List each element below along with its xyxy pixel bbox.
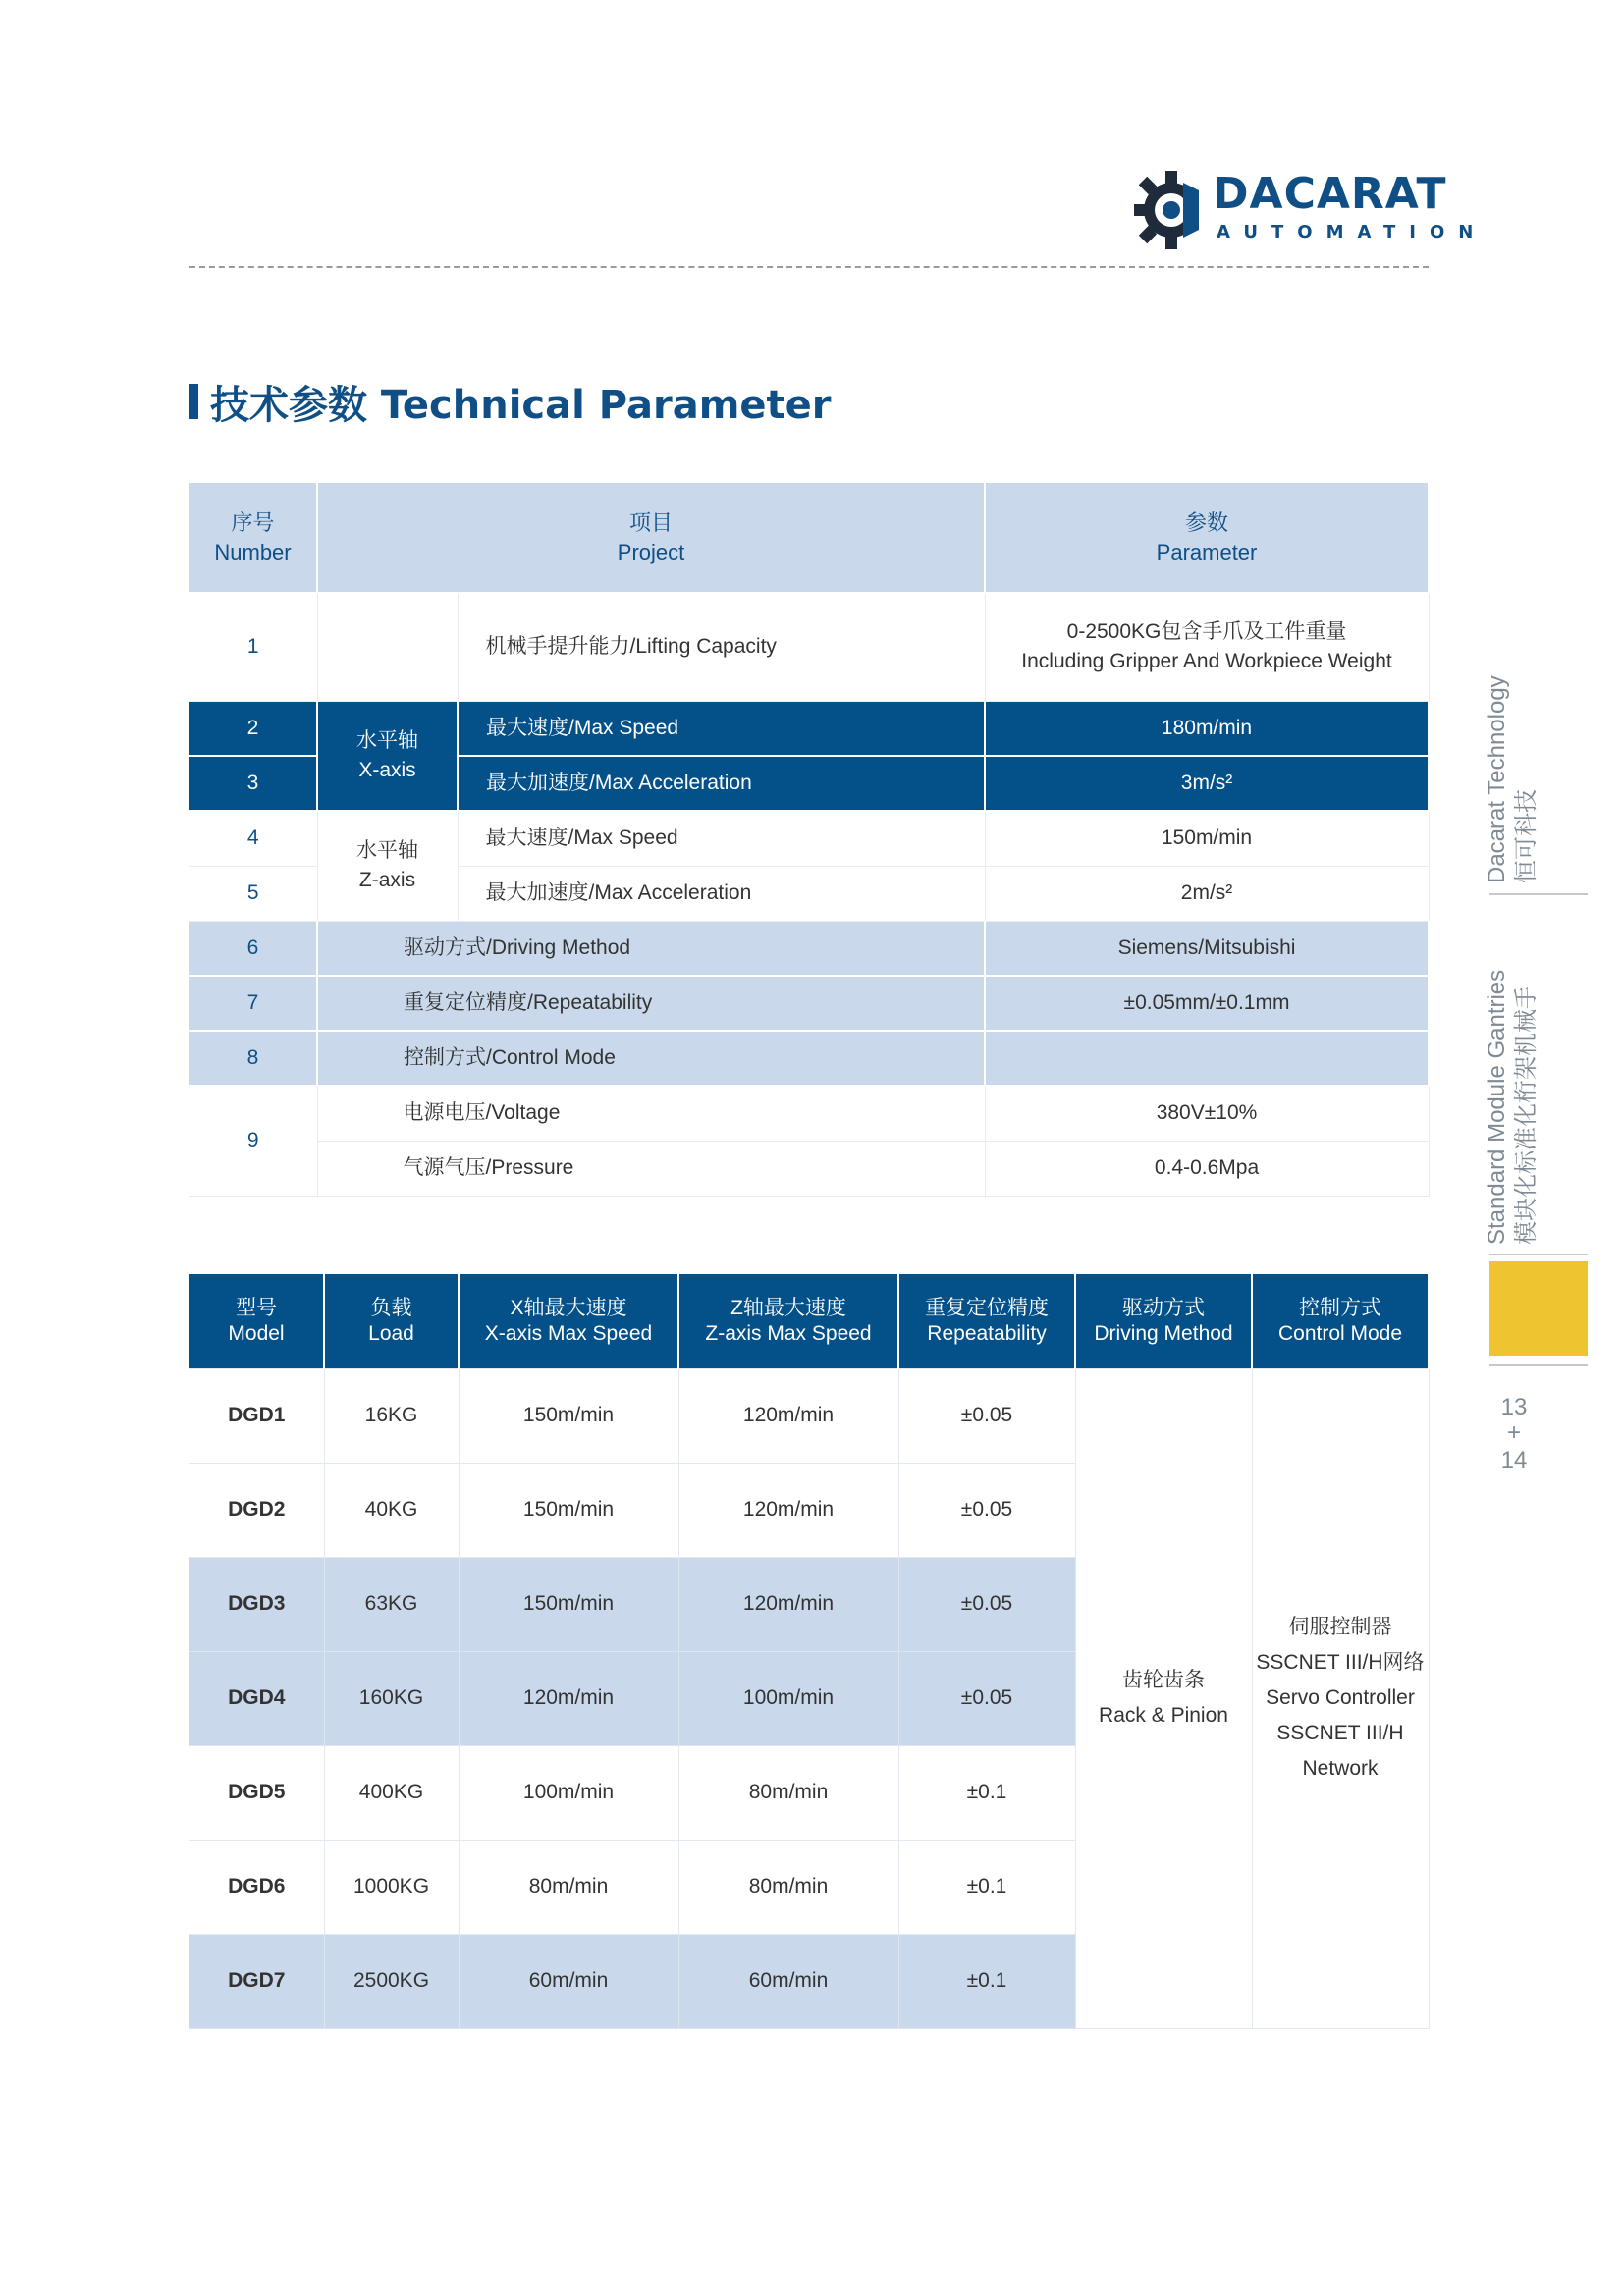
x-speed-cell: 120m/min: [459, 1651, 678, 1745]
table-row: [189, 1368, 1429, 1463]
sidebar-brand-text: [1483, 675, 1542, 883]
driving-method-cell: 齿轮齿条 Rack & Pinion: [1075, 1368, 1252, 2028]
model-cell: DGD2: [189, 1463, 324, 1557]
row-project: 最大加速度/Max Acceleration: [458, 756, 985, 811]
repeatability-cell: ±0.1: [898, 1934, 1075, 2028]
model-cell: DGD1: [189, 1368, 324, 1463]
z-speed-cell: 60m/min: [678, 1934, 898, 2028]
row-number: 1: [189, 593, 317, 701]
header-driving-method: 驱动方式 Driving Method: [1075, 1274, 1252, 1368]
row-parameter: 150m/min: [985, 811, 1429, 866]
z-speed-cell: 80m/min: [678, 1840, 898, 1934]
load-cell: 2500KG: [324, 1934, 459, 2028]
row-project: 驱动方式/Driving Method: [317, 921, 985, 976]
row-number: 3: [189, 756, 317, 811]
row-parameter: 0-2500KG包含手爪及工件重量 Including Gripper And Workpiece Weight: [985, 593, 1429, 701]
table-row: [189, 811, 1429, 866]
row-number: 2: [189, 701, 317, 756]
z-speed-cell: 120m/min: [678, 1463, 898, 1557]
sidebar-divider: [1489, 893, 1588, 895]
model-cell: DGD4: [189, 1651, 324, 1745]
sidebar-product-cn: 模块化标准化桁架机械手: [1513, 986, 1540, 1245]
load-cell: 40KG: [324, 1463, 459, 1557]
header-divider: [189, 266, 1429, 268]
x-speed-cell: 150m/min: [459, 1368, 678, 1463]
x-speed-cell: 150m/min: [459, 1463, 678, 1557]
table-row: [189, 1141, 1429, 1196]
axis-label-x: 水平轴 X-axis: [317, 701, 458, 811]
header-x-speed: X轴最大速度 X-axis Max Speed: [459, 1274, 678, 1368]
row-parameter: 3m/s²: [985, 756, 1429, 811]
header-parameter: 参数 Parameter: [985, 483, 1429, 593]
table-row: [189, 593, 1429, 701]
row-parameter: ±0.05mm/±0.1mm: [985, 976, 1429, 1031]
sidebar-divider: [1489, 1254, 1588, 1255]
row-parameter: 2m/s²: [985, 866, 1429, 921]
row-number: 5: [189, 866, 317, 921]
x-speed-cell: 60m/min: [459, 1934, 678, 2028]
model-cell: DGD3: [189, 1557, 324, 1651]
load-cell: 16KG: [324, 1368, 459, 1463]
row-project: 控制方式/Control Mode: [317, 1031, 985, 1086]
z-speed-cell: 120m/min: [678, 1557, 898, 1651]
repeatability-cell: ±0.05: [898, 1463, 1075, 1557]
x-speed-cell: 150m/min: [459, 1557, 678, 1651]
row-project: 机械手提升能力/Lifting Capacity: [458, 593, 985, 701]
table-row: [189, 976, 1429, 1031]
row-project: 重复定位精度/Repeatability: [317, 976, 985, 1031]
section-title-text: 技术参数 Technical Parameter: [210, 382, 832, 428]
row-project: 最大速度/Max Speed: [458, 701, 985, 756]
section-title: [189, 378, 832, 428]
table2-header: [189, 1274, 1429, 1368]
row-number: 4: [189, 811, 317, 866]
table-row: [189, 701, 1429, 756]
load-cell: 400KG: [324, 1745, 459, 1840]
sidebar-brand-cn: 恒可科技: [1513, 789, 1540, 883]
row-parameter: [985, 1031, 1429, 1086]
repeatability-cell: ±0.1: [898, 1840, 1075, 1934]
z-speed-cell: 80m/min: [678, 1745, 898, 1840]
sidebar-product-en: Standard Module Gantries: [1484, 969, 1510, 1245]
row-project: 电源电压/Voltage: [317, 1086, 985, 1141]
header-number: 序号 Number: [189, 483, 317, 593]
row-project: 最大加速度/Max Acceleration: [458, 866, 985, 921]
row-project: 最大速度/Max Speed: [458, 811, 985, 866]
sidebar-divider: [1489, 1364, 1588, 1366]
z-speed-cell: 120m/min: [678, 1368, 898, 1463]
row-number: 9: [189, 1086, 317, 1196]
x-speed-cell: 100m/min: [459, 1745, 678, 1840]
row-parameter: Siemens/Mitsubishi: [985, 921, 1429, 976]
model-cell: DGD7: [189, 1934, 324, 2028]
page-number-right: 14: [1500, 1447, 1528, 1473]
axis-label-z: 水平轴 Z-axis: [317, 811, 458, 921]
row-number: 7: [189, 976, 317, 1031]
table1-header: [189, 483, 1429, 593]
repeatability-cell: ±0.05: [898, 1557, 1075, 1651]
table-row: [189, 921, 1429, 976]
header-model: 型号 Model: [189, 1274, 324, 1368]
model-cell: DGD5: [189, 1745, 324, 1840]
repeatability-cell: ±0.05: [898, 1651, 1075, 1745]
row-project: 气源气压/Pressure: [317, 1141, 985, 1196]
x-speed-cell: 80m/min: [459, 1840, 678, 1934]
header-project: 项目 Project: [317, 483, 985, 593]
repeatability-cell: ±0.05: [898, 1368, 1075, 1463]
row-parameter: 0.4-0.6Mpa: [985, 1141, 1429, 1196]
row-number: 6: [189, 921, 317, 976]
table-row: [189, 1031, 1429, 1086]
load-cell: 160KG: [324, 1651, 459, 1745]
header-load: 负载 Load: [324, 1274, 459, 1368]
control-mode-cell: 伺服控制器 SSCNET III/H网络 Servo Controller SSCNET III/H Network: [1252, 1368, 1429, 2028]
page-number-separator: +: [1506, 1419, 1521, 1446]
sidebar-accent-block: [1489, 1261, 1588, 1356]
model-cell: DGD6: [189, 1840, 324, 1934]
dacarat-logo: [1134, 165, 1488, 253]
gear-logo-icon: [1134, 165, 1213, 253]
row-parameter: 180m/min: [985, 701, 1429, 756]
header-control-mode: 控制方式 Control Mode: [1252, 1274, 1429, 1368]
brand-subtitle: AUTOMATION: [1217, 222, 1488, 242]
load-cell: 63KG: [324, 1557, 459, 1651]
technical-parameter-table: [189, 483, 1430, 1197]
title-bar: [189, 384, 198, 419]
row-number: 8: [189, 1031, 317, 1086]
sidebar-brand-en: Dacarat Technology: [1484, 675, 1510, 883]
header-z-speed: Z轴最大速度 Z-axis Max Speed: [678, 1274, 898, 1368]
header-repeatability: 重复定位精度 Repeatability: [898, 1274, 1075, 1368]
table-row: [189, 1086, 1429, 1141]
repeatability-cell: ±0.1: [898, 1745, 1075, 1840]
page-number-left: 13: [1500, 1394, 1528, 1420]
z-speed-cell: 100m/min: [678, 1651, 898, 1745]
row-parameter: 380V±10%: [985, 1086, 1429, 1141]
model-specification-table: [189, 1274, 1430, 2029]
load-cell: 1000KG: [324, 1840, 459, 1934]
sidebar-product-text: [1483, 970, 1542, 1245]
brand-name: DACARAT: [1213, 169, 1447, 219]
